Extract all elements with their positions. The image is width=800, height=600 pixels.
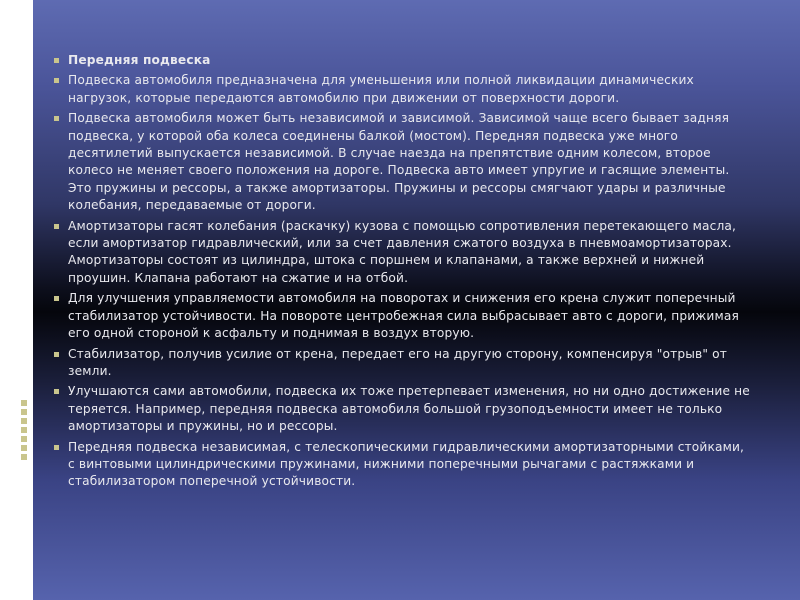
list-item (52, 110, 752, 214)
bullet-icon (54, 58, 59, 63)
paragraph-text: Амортизаторы гасят колебания (раскачку) кузова с помощью сопротивления перетекающего масла, если амортизатор гидравлический, или за счет давления сжатого воздуха в пневмоамортизаторах. Амортизаторы состоят из цилиндра, штока с поршнем и клапанами, а также верхней и нижней проушин. Клапана работают на сжатие и на отбой. (68, 218, 737, 285)
paragraph-text: Стабилизатор, получив усилие от крена, передает его на другую сторону, компенсируя "отрыв" от земли. (68, 346, 727, 378)
paragraph-text: Подвеска автомобиля предназначена для уменьшения или полной ликвидации динамических нагрузок, которые передаются автомобилю при движении от поверхности дороги. (68, 73, 694, 105)
bullet-icon (54, 352, 59, 357)
paragraph-text: Передняя подвеска независимая, с телескопическими гидравлическими амортизаторными стойками, с винтовыми цилиндрическими пружинами, нижними поперечными рычагами с растяжками и стабилизатором поперечной устойчивости. (68, 439, 745, 489)
bullet-icon (54, 224, 59, 229)
bullet-icon (54, 116, 59, 121)
list-item (52, 346, 752, 381)
bullet-icon (54, 445, 59, 450)
bullet-icon (54, 78, 59, 83)
list-item (52, 218, 752, 288)
paragraph-text: Подвеска автомобиля может быть независимой и зависимой. Зависимой чаще всего бывает задняя подвеска, у которой оба колеса соединены балкой (мостом). Передняя подвеска уже много десятилетий выпускается независимой. В случае наезда на препятствие одним колесом, второе колесо не меняет своего положения на дороге. Подвеска авто имеет упругие и гасящие элементы. Это пружины и рессоры, а также амортизаторы. Пружины и рессоры смягчают удары и различные колебания, передаваемые от дороги. (68, 111, 730, 213)
paragraph-text: Для улучшения управляемости автомобиля на поворотах и снижения его крена служит поперечный стабилизатор устойчивости. На повороте центробежная сила выбрасывает авто с дороги, прижимая его одной стороной к асфальту и поднимая в воздух вторую. (68, 291, 739, 341)
bullet-icon (54, 389, 59, 394)
paragraph-text: Улучшаются сами автомобили, подвеска их тоже претерпевает изменения, но ни одно достижение не теряется. Например, передняя подвеска автомобиля большой грузоподъемности имеет не только амортизаторы и пружины, но и рессоры. (68, 384, 750, 434)
bullet-icon (54, 296, 59, 301)
list-item (52, 72, 752, 107)
list-item (52, 383, 752, 435)
bullet-list (52, 52, 752, 494)
list-item-heading (52, 52, 752, 69)
list-item (52, 439, 752, 491)
decorative-lines-icon (8, 52, 28, 102)
slide-title: Передняя подвеска (68, 53, 211, 67)
list-item (52, 290, 752, 342)
decorative-squares-icon (20, 400, 28, 460)
